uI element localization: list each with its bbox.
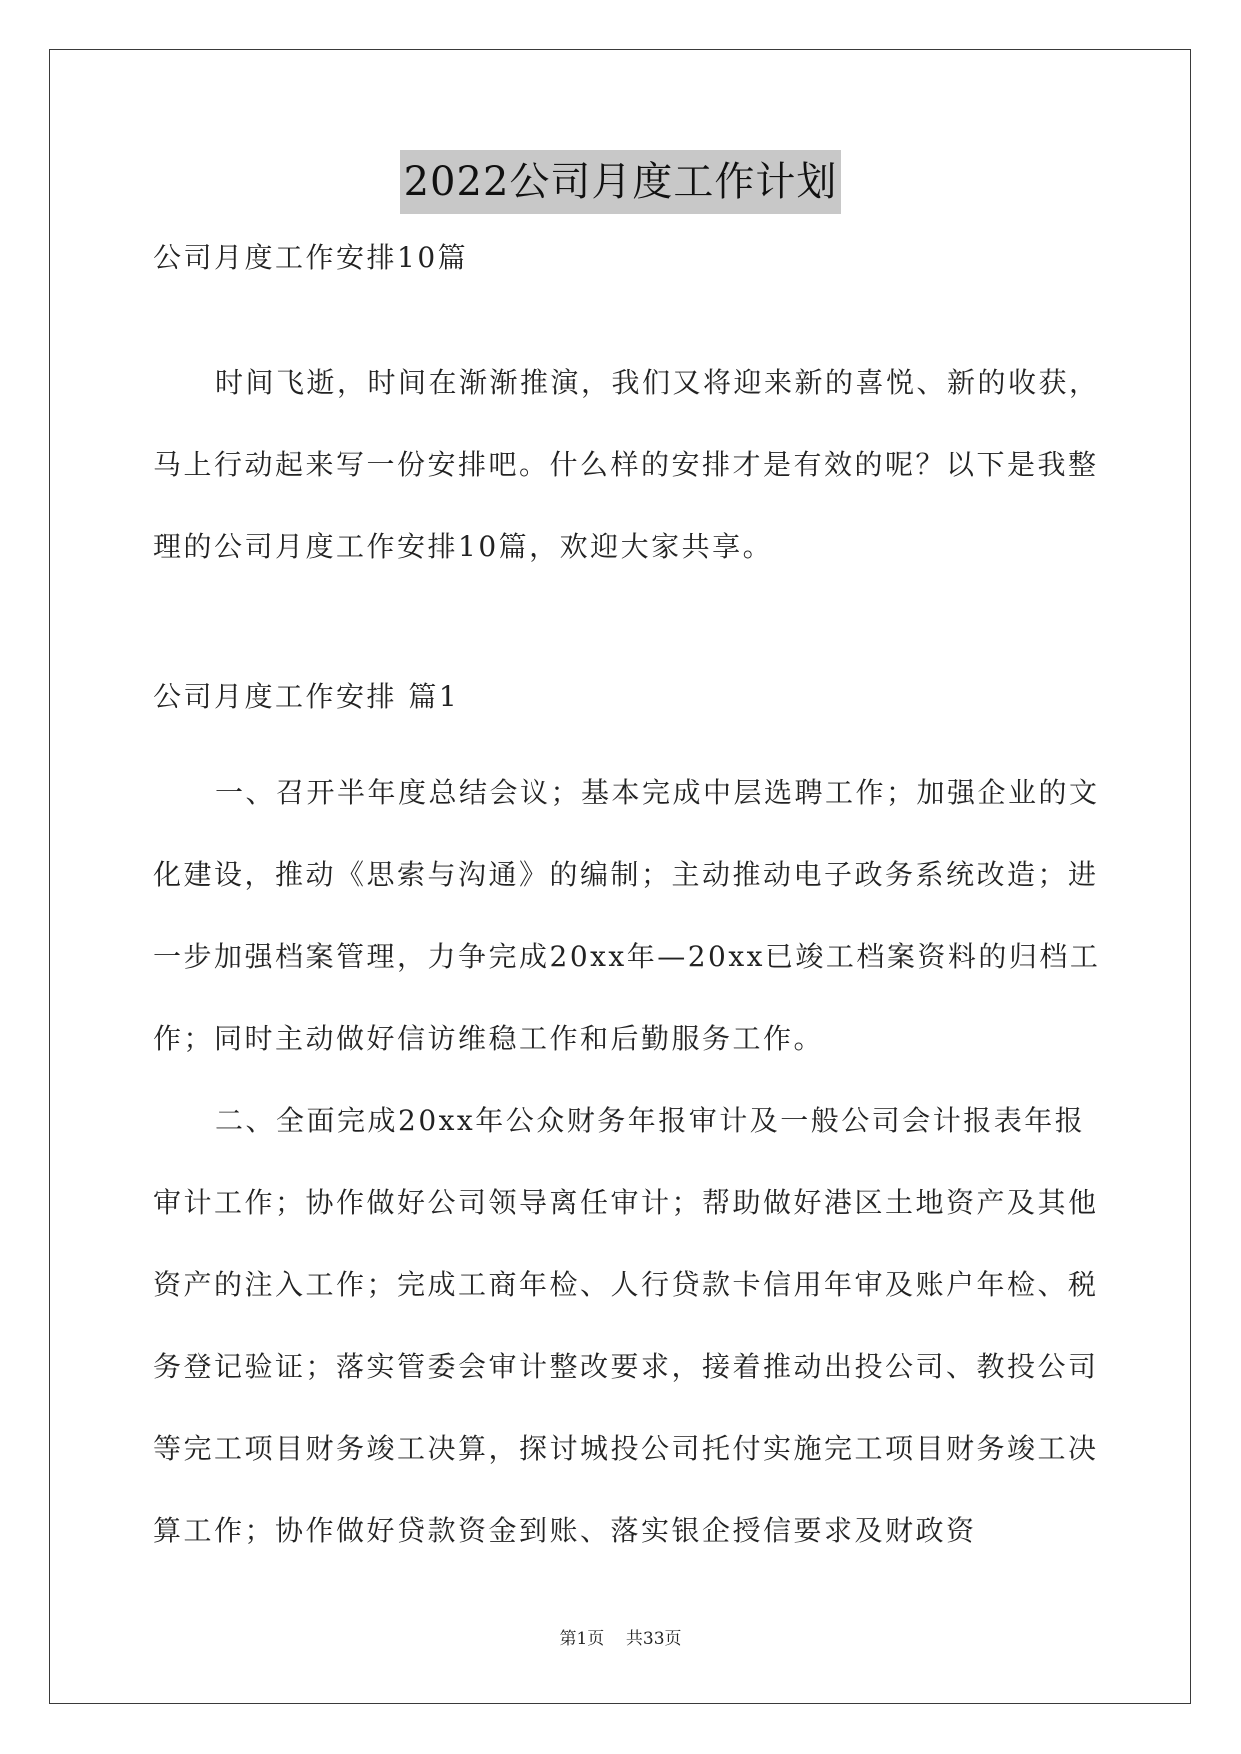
document-title: 2022公司月度工作计划 xyxy=(400,150,842,214)
intro-paragraph: 时间飞逝，时间在渐渐推演，我们又将迎来新的喜悦、新的收获，马上行动起来写一份安排吧。什么样的安排才是有效的呢？以下是我整理的公司月度工作安排10篇，欢迎大家共享。 xyxy=(153,366,1100,563)
section-heading: 公司月度工作安排 篇1 xyxy=(153,680,460,713)
page-footer xyxy=(0,1624,1241,1649)
document-subtitle: 公司月度工作安排10篇 xyxy=(153,241,469,274)
paragraph-1: 一、召开半年度总结会议；基本完成中层选聘工作；加强企业的文化建设，推动《思索与沟通》的编制；主动推动电子政务系统改造；进一步加强档案管理，力争完成20xx年—20xx已竣工档案资料的归档工作；同时主动做好信访维稳工作和后勤服务工作。 xyxy=(153,776,1101,1055)
paragraph-2: 二、全面完成20xx年公众财务年报审计及一般公司会计报表年报审计工作；协作做好公司领导离任审计；帮助做好港区土地资产及其他资产的注入工作；完成工商年检、人行贷款卡信用年审及账户年检、税务登记验证；落实管委会审计整改要求，接着推动出投公司、教投公司等完工项目财务竣工决算，探讨城投公司托付实施完工项目财务竣工决算工作；协作做好贷款资金到账、落实银企授信要求及财政资 xyxy=(153,1104,1099,1547)
title-container xyxy=(0,150,1241,214)
page-number: 第1页 xyxy=(559,1629,605,1649)
page-total: 共33页 xyxy=(625,1629,682,1649)
